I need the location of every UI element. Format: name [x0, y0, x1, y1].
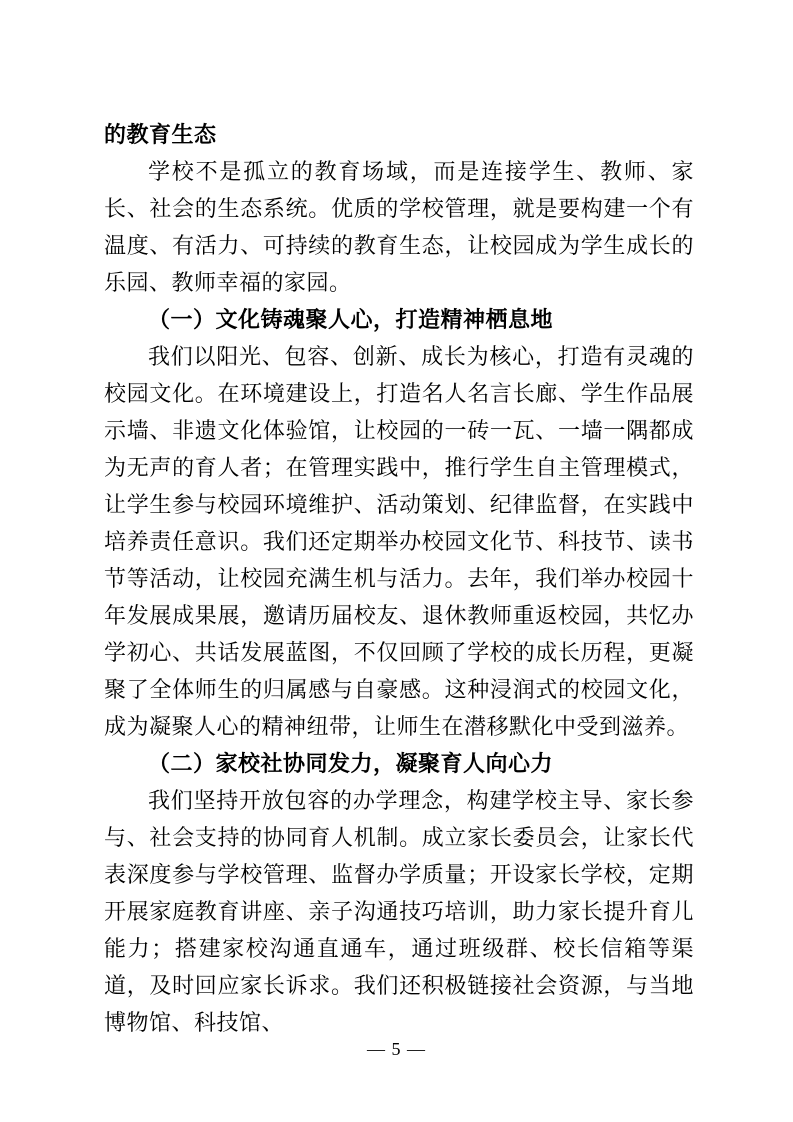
section-heading-1: （一）文化铸魂聚人心，打造精神栖息地 — [148, 307, 554, 332]
paragraph-intro: 学校不是孤立的教育场域，而是连接学生、教师、家长、社会的生态系统。优质的学校管理，就是要构建一个有温度、有活力、可持续的教育生态，让校园成为学生成长的乐园、教师幸福的家园。 — [104, 159, 694, 295]
document-body — [104, 116, 694, 1041]
paragraph-section-1: 我们以阳光、包容、创新、成长为核心，打造有灵魂的校园文化。在环境建设上，打造名人名言长廊、学生作品展示墙、非遗文化体验馆，让校园的一砖一瓦、一墙一隅都成为无声的育人者；在管理实践中，推行学生自主管理模式，让学生参与校园环境维护、活动策划、纪律监督，在实践中培养责任意识。我们还定期举办校园文化节、科技节、读书节等活动，让校园充满生机与活力。去年，我们举办校园十年发展成果展，邀请历届校友、退休教师重返校园，共忆办学初心、共话发展蓝图，不仅回顾了学校的成长历程，更凝聚了全体师生的归属感与自豪感。这种浸润式的校园文化，成为凝聚人心的精神纽带，让师生在潜移默化中受到滋养。 — [104, 344, 694, 739]
page-number: — 5 — — [367, 1039, 426, 1059]
section-heading-2: （二）家校社协同发力，凝聚育人向心力 — [148, 751, 554, 776]
heading-continuation: 的教育生态 — [104, 122, 217, 147]
paragraph-section-2: 我们坚持开放包容的办学理念，构建学校主导、家长参与、社会支持的协同育人机制。成立家长委员会，让家长代表深度参与学校管理、监督办学质量；开设家长学校，定期开展家庭教育讲座、亲子沟通技巧培训，助力家长提升育儿能力；搭建家校沟通直通车，通过班级群、校长信箱等渠道，及时回应家长诉求。我们还积极链接社会资源，与当地博物馆、科技馆、 — [104, 788, 694, 1035]
